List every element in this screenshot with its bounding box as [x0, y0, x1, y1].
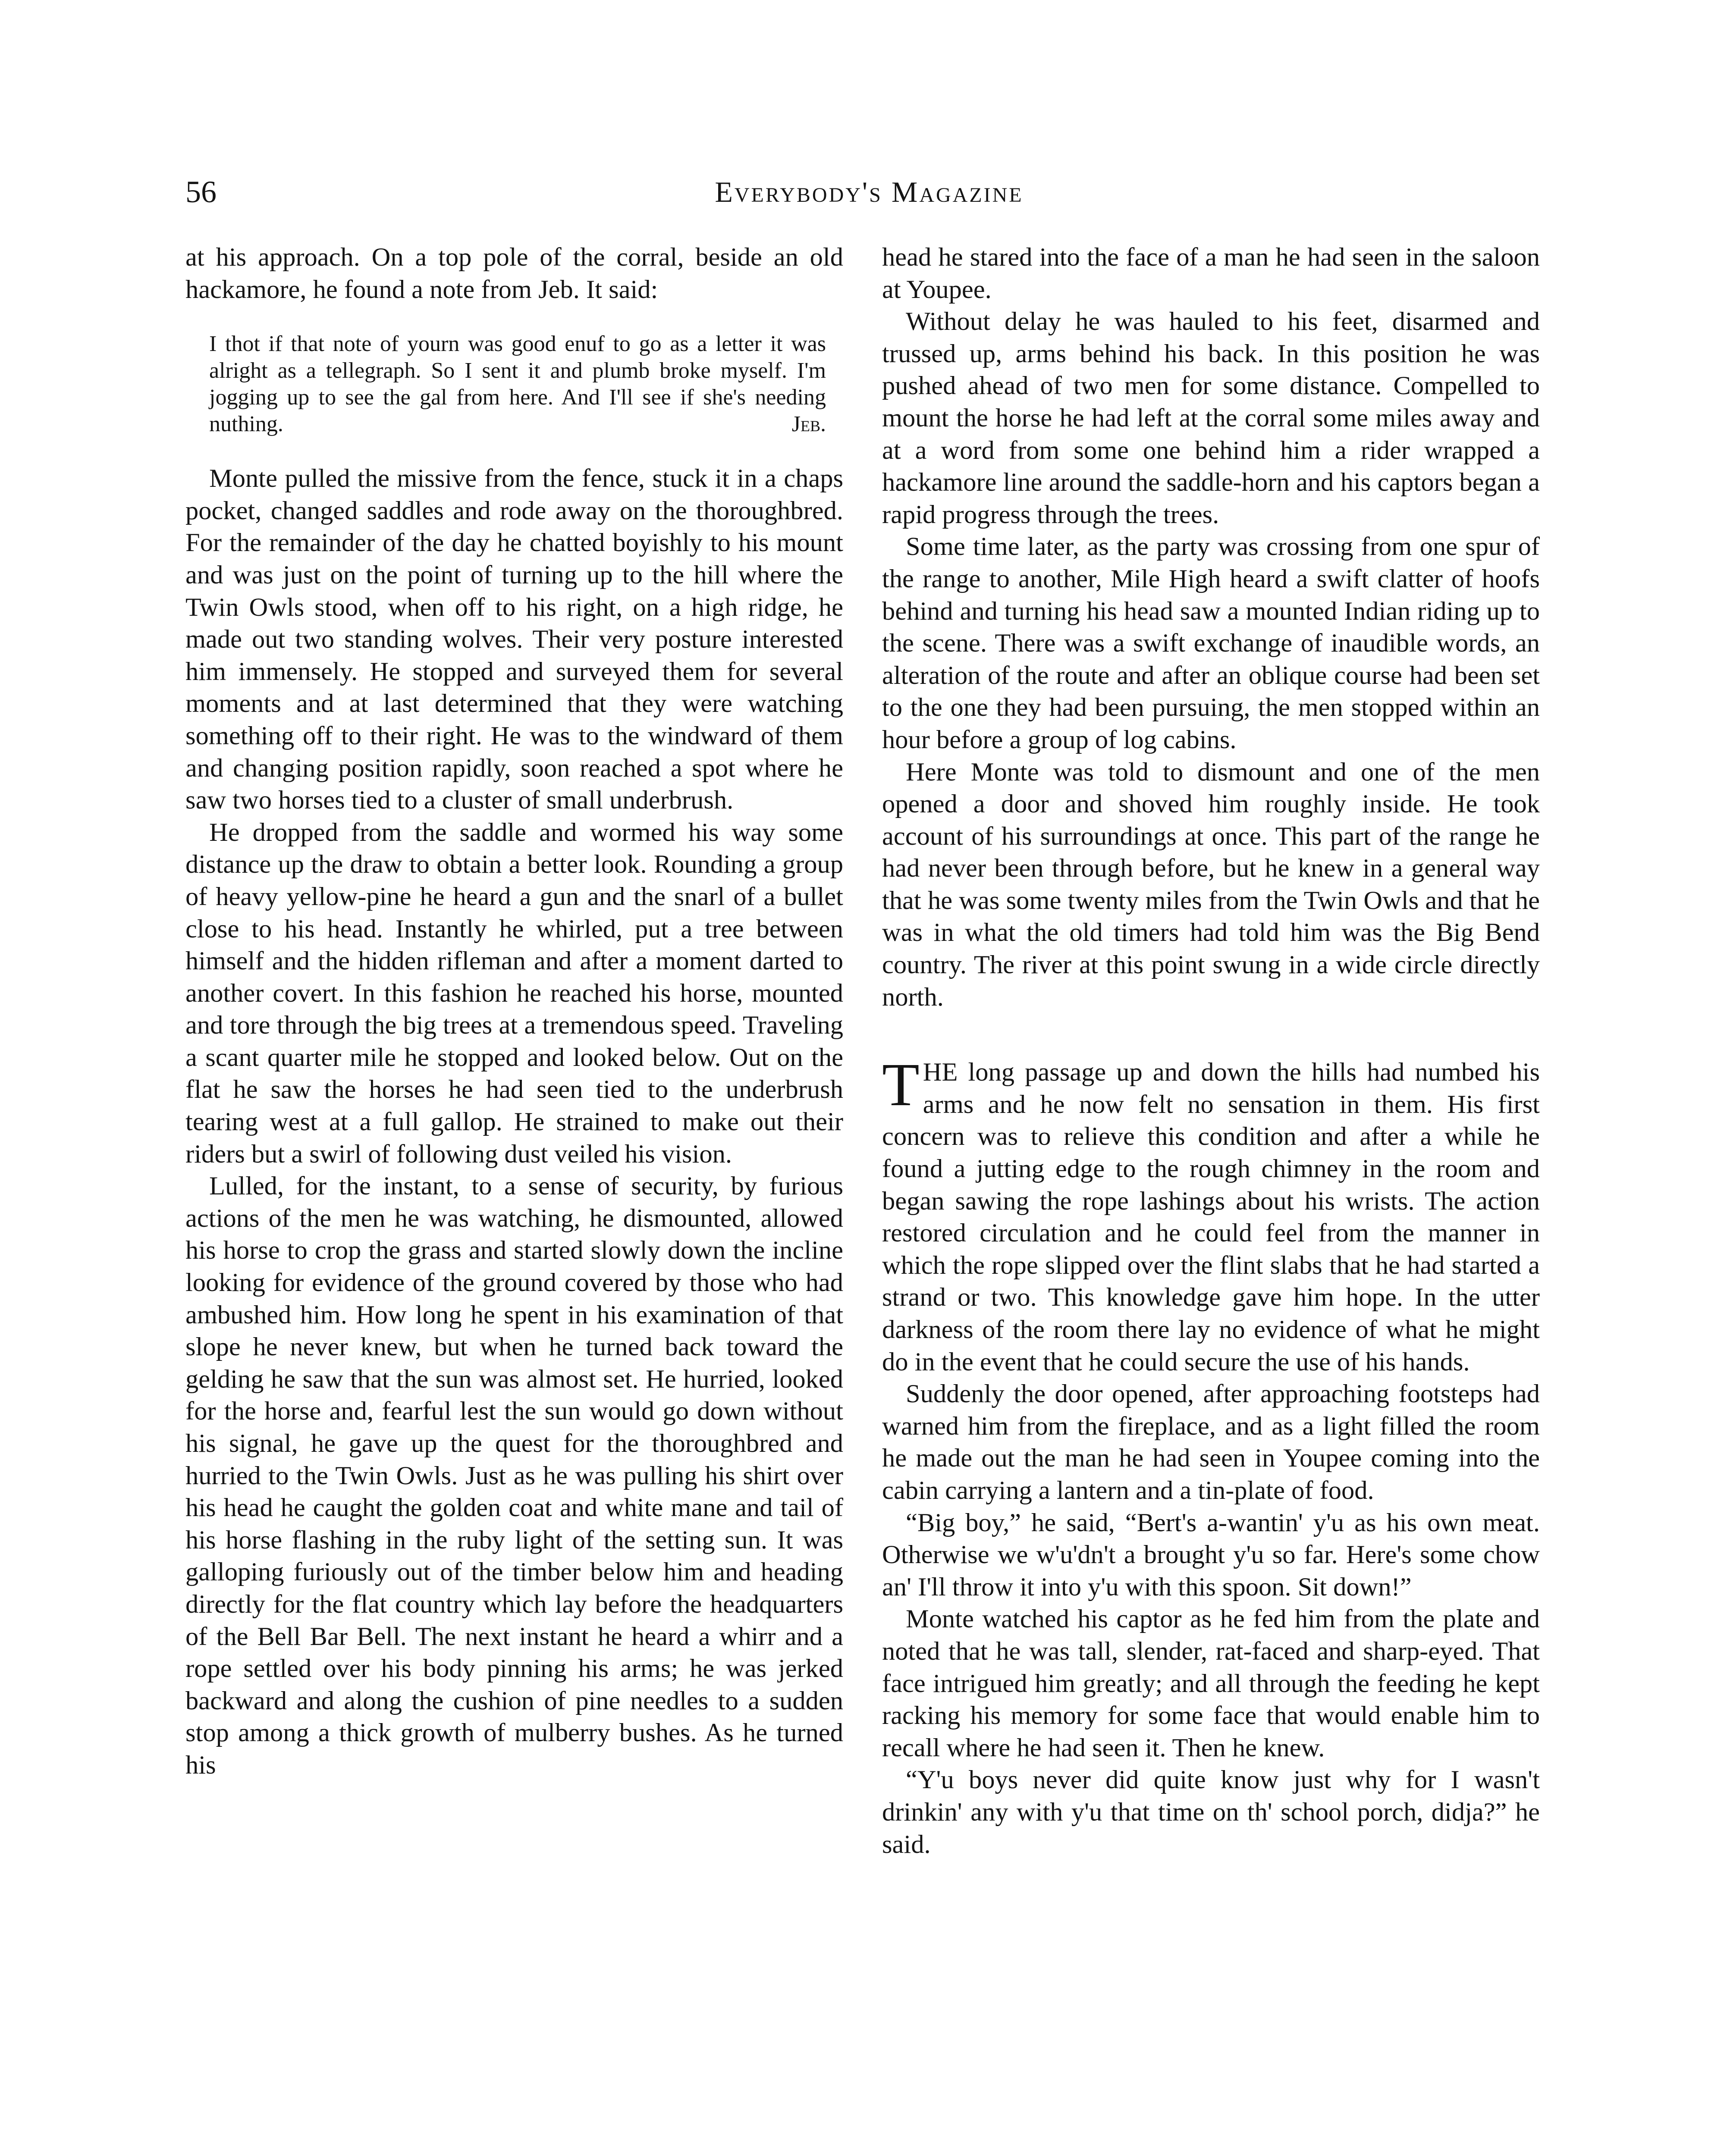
- right-column: [882, 241, 1540, 1861]
- paragraph: “Y'u boys never did quite know just why for I wasn't drinkin' any with y'u that time on th' school porch, didja?” he said.: [882, 1765, 1540, 1859]
- paragraph: Monte watched his captor as he fed him from the plate and noted that he was tall, slender, rat-faced and sharp-eyed. That face intrigued him greatly; and all through the feeding he kept racking his memory for some face that would enable him to recall where he had seen it. Then he knew.: [882, 1604, 1540, 1762]
- paragraph-text: long passage up and down the hills had numbed his arms and he now felt no sensation in them. His first concern was to relieve this condition and after a while he found a jutting edge to the rough chimney in the room and began sawing the rope lashings about his wrists. The action restored circulation and he could feel from the manner in which the rope slipped over the flint slabs that he had started a strand or two. This knowledge gave him hope. In the utter darkness of the room there lay no evidence of what he might do in the event that he could secure the use of his hands.: [882, 1058, 1540, 1376]
- paragraph-with-drop-cap: [882, 1050, 1540, 1378]
- drop-cap-lead: HE: [923, 1058, 958, 1087]
- paragraph: Here Monte was told to dismount and one of the men opened a door and shoved him roughly inside. He took account of his surroundings at once. This part of the range he had never been through before, but he knew in a general way that he was some twenty miles from the Twin Owls and that he was in what the old timers had told him was the Big Bend country. The river at this point swung in a wide circle directly north.: [882, 757, 1540, 1012]
- paragraph: He dropped from the saddle and wormed his way some distance up the draw to obtain a better look. Rounding a group of heavy yellow-pine he heard a gun and the snarl of a bullet close to his head. Instantly he whirled, put a tree between himself and the hidden rifleman and after a moment darted to another covert. In this fashion he reached his horse, mounted and tore through the big trees at a tremendous speed. Traveling a scant quarter mile he stopped and looked below. Out on the flat he saw the horses he had seen tied to the underbrush tearing west at a full gallop. He strained to make out their riders but a swirl of following dust veiled his vision.: [185, 818, 843, 1169]
- paragraph: Lulled, for the instant, to a sense of security, by furious actions of the men he was watching, he dismounted, allowed his horse to crop the grass and started slowly down the incline looking for evidence of the ground covered by those who had ambushed him. How long he spent in his examination of that slope he never knew, but when he turned back toward the gelding he saw that the sun was almost set. He hurried, looked for the horse and, fearful lest the sun would go down without his signal, he gave up the quest for the thoroughbred and hurried to the Twin Owls. Just as he was pulling his shirt over his head he caught the golden coat and white mane and tail of his horse flashing in the ruby light of the setting sun. It was galloping furiously out of the timber below him and heading directly for the flat country which lay before the headquarters of the Bell Bar Bell. The next instant he heard a whirr and a rope settled over his body pinning his arms; he was jerked backward and along the cushion of pine needles to a sudden stop among a thick growth of mulberry bushes. As he turned his: [185, 1172, 843, 1780]
- letter-note: [209, 331, 826, 438]
- drop-cap: T: [882, 1050, 920, 1119]
- paragraph: “Big boy,” he said, “Bert's a-wantin' y'u as his own meat. Otherwise we w'u'dn't a brought y'u so far. Here's some chow an' I'll throw it into y'u with this spoon. Sit down!”: [882, 1508, 1540, 1601]
- letter-signature: Jeb.: [791, 412, 826, 437]
- letter-body: I thot if that note of yourn was good enuf to go as a letter it was alright as a tellegraph. So I sent it and plumb broke myself. I'm jogging up to see the gal from here. And I'll see if she's needing nuthing.: [209, 332, 826, 437]
- paragraph: head he stared into the face of a man he had seen in the saloon at Youpee.: [882, 243, 1540, 304]
- page-header: [185, 172, 1553, 211]
- paragraph: Suddenly the door opened, after approaching footsteps had warned him from the fireplace, and as a light filled the room he made out the man he had seen in Youpee coming into the cabin carrying a lantern and a tin-plate of food.: [882, 1379, 1540, 1505]
- paragraph: Some time later, as the party was crossing from one spur of the range to another, Mile High heard a swift clatter of hoofs behind and turning his head saw a mounted Indian riding up to the scene. There was a swift exchange of inaudible words, an alteration of the route and after an oblique course had been set to the one they had been pursuing, the men stopped within an hour before a group of log cabins.: [882, 532, 1540, 754]
- page-number: 56: [185, 175, 217, 209]
- paragraph: Without delay he was hauled to his feet, disarmed and trussed up, arms behind his back. In this position he was pushed ahead of two men for some distance. Compelled to mount the horse he had left at the corral some miles away and at a word from some one behind him a rider wrapped a hackamore line around the saddle-horn and his captors began a rapid progress through the trees.: [882, 307, 1540, 529]
- section-break: [882, 1013, 1540, 1056]
- paragraph: Monte pulled the missive from the fence, stuck it in a chaps pocket, changed saddles and rode away on the thoroughbred. For the remainder of the day he chatted boyishly to his mount and was just on the point of turning up to the hill where the Twin Owls stood, when off to his right, on a high ridge, he made out two standing wolves. Their very posture interested him immensely. He stopped and surveyed them for several moments and at last determined that they were watching something off to their right. He was to the windward of them and changing position rapidly, soon reached a spot where he saw two horses tied to a cluster of small underbrush.: [185, 464, 843, 815]
- left-column: [185, 241, 843, 1782]
- paragraph: at his approach. On a top pole of the corral, beside an old hackamore, he found a note from Jeb. It said:: [185, 243, 843, 304]
- running-head: Everybody's Magazine: [715, 175, 1024, 208]
